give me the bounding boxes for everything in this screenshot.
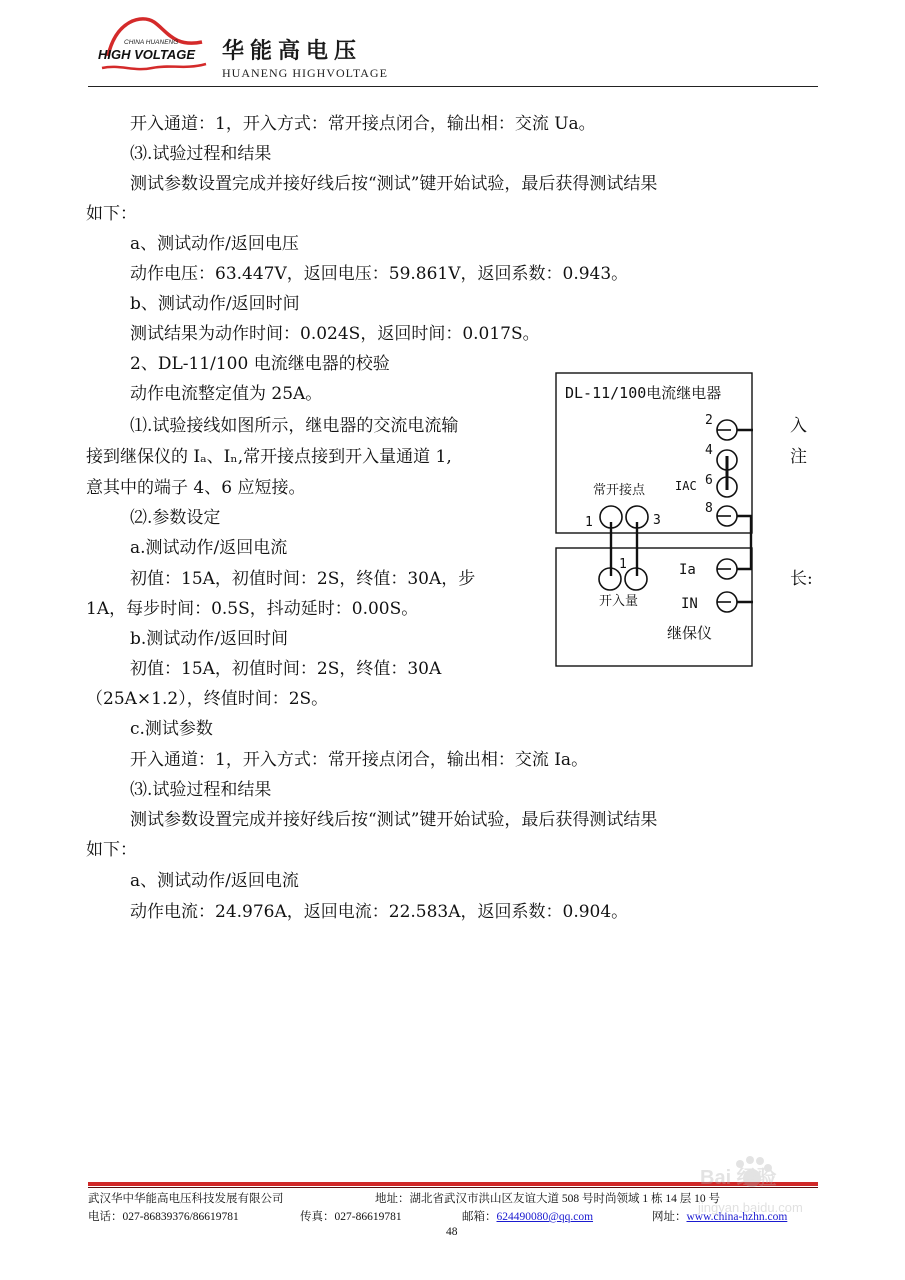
footer-phone: 电话：027-86839376/86619781 (88, 1211, 239, 1223)
terminal-8-label: 8 (705, 501, 713, 516)
email-link[interactable]: 624490080@qq.com (496, 1211, 594, 1223)
svg-text: jingyan.baidu.com (698, 1200, 803, 1215)
header-divider (88, 86, 818, 87)
result-line: 动作电压：63.447V，返回电压：59.861V，返回系数：0.943。 (130, 264, 629, 284)
page-number: 48 (446, 1226, 458, 1238)
text-line: 初值：15A，初值时间：2S，终值：30A (130, 659, 442, 679)
footer-web-label: 网址： (652, 1211, 687, 1223)
footer-email (462, 1208, 593, 1224)
text-fragment: 入 (790, 416, 807, 436)
text-line: 意其中的端子 4、6 应短接。 (86, 478, 306, 498)
company-name-cn: 华能高电压 (222, 39, 363, 64)
footer-address: 地址：湖北省武汉市洪山区友谊大道 508 号时尚领域 1 栋 14 层 10 号 (375, 1193, 720, 1205)
company-logo (94, 12, 210, 80)
text-line: ⑴.试验接线如图所示，继电器的交流电流输 (130, 416, 459, 436)
text-line: 如下： (86, 204, 137, 224)
binary-input-number: 1 (619, 557, 627, 572)
wire-t8-to-ia (737, 516, 751, 569)
footer-company: 武汉华中华能高电压科技发展有限公司 (88, 1193, 284, 1205)
wiring-diagram (555, 372, 753, 668)
result-line: 动作电流：24.976A，返回电流：22.583A，返回系数：0.904。 (130, 902, 629, 922)
text-fragment: 注 (790, 447, 807, 467)
section-heading: ⑶.试验过程和结果 (130, 144, 272, 164)
text-line: 如下： (86, 840, 137, 860)
tester-label: 继保仪 (667, 624, 713, 642)
contact-label: 常开接点 (593, 483, 646, 498)
section-heading: ⑵.参数设定 (130, 508, 221, 528)
iac-label: IAC (675, 479, 697, 493)
svg-text: HIGH VOLTAGE (98, 47, 196, 62)
text-line: 测试参数设置完成并接好线后按“测试”键开始试验，最后获得测试结果 (130, 174, 658, 194)
baidu-watermark (680, 1148, 830, 1218)
text-line: 测试参数设置完成并接好线后按“测试”键开始试验，最后获得测试结果 (130, 810, 658, 830)
text-fragment: 长: (790, 569, 813, 589)
subheading: c.测试参数 (130, 719, 213, 739)
section-heading: ⑶.试验过程和结果 (130, 780, 272, 800)
result-line: 测试结果为动作时间：0.024S，返回时间：0.017S。 (130, 324, 540, 344)
footer-fax: 传真：027-86619781 (300, 1211, 402, 1223)
text-line: 动作电流整定值为 25A。 (130, 384, 323, 404)
text-line: 初值：15A，初值时间：2S，终值：30A，步 (130, 569, 476, 589)
svg-text: Bai 经验 (700, 1167, 777, 1189)
website-link[interactable]: www.china-hzhn.com (686, 1211, 788, 1223)
subheading: b、测试动作/返回时间 (130, 294, 300, 314)
section-heading: 2、DL-11/100 电流继电器的校验 (130, 354, 390, 374)
subheading: a、测试动作/返回电流 (130, 871, 299, 891)
contact-3-label: 3 (653, 513, 661, 528)
terminal-4-label: 4 (705, 443, 713, 458)
company-name-en: HUANENG HIGHVOLTAGE (222, 66, 388, 80)
svg-text: CHINA HUANENG (124, 39, 179, 46)
relay-title: DL-11/100电流继电器 (565, 384, 722, 402)
ia-label: Ia (679, 562, 696, 578)
footer-email-label: 邮箱： (462, 1211, 497, 1223)
text-line: 开入通道：1，开入方式：常开接点闭合，输出相：交流 Ua。 (130, 114, 596, 134)
text-line: 接到继保仪的 Iₐ、Iₙ,常开接点接到开入量通道 1, (86, 447, 452, 467)
subheading: a.测试动作/返回电流 (130, 538, 288, 558)
in-label: IN (681, 596, 698, 612)
text-line: （25A×1.2），终值时间：2S。 (86, 689, 329, 709)
binary-input-label: 开入量 (599, 594, 639, 609)
text-line: 1A，每步时间：0.5S，抖动延时：0.00S。 (86, 599, 419, 619)
terminal-2-label: 2 (705, 413, 713, 428)
text-line: 开入通道：1，开入方式：常开接点闭合，输出相：交流 Ia。 (130, 750, 589, 770)
subheading: a、测试动作/返回电压 (130, 234, 299, 254)
contact-1-label: 1 (585, 515, 593, 530)
subheading: b.测试动作/返回时间 (130, 629, 289, 649)
terminal-6-label: 6 (705, 473, 713, 488)
